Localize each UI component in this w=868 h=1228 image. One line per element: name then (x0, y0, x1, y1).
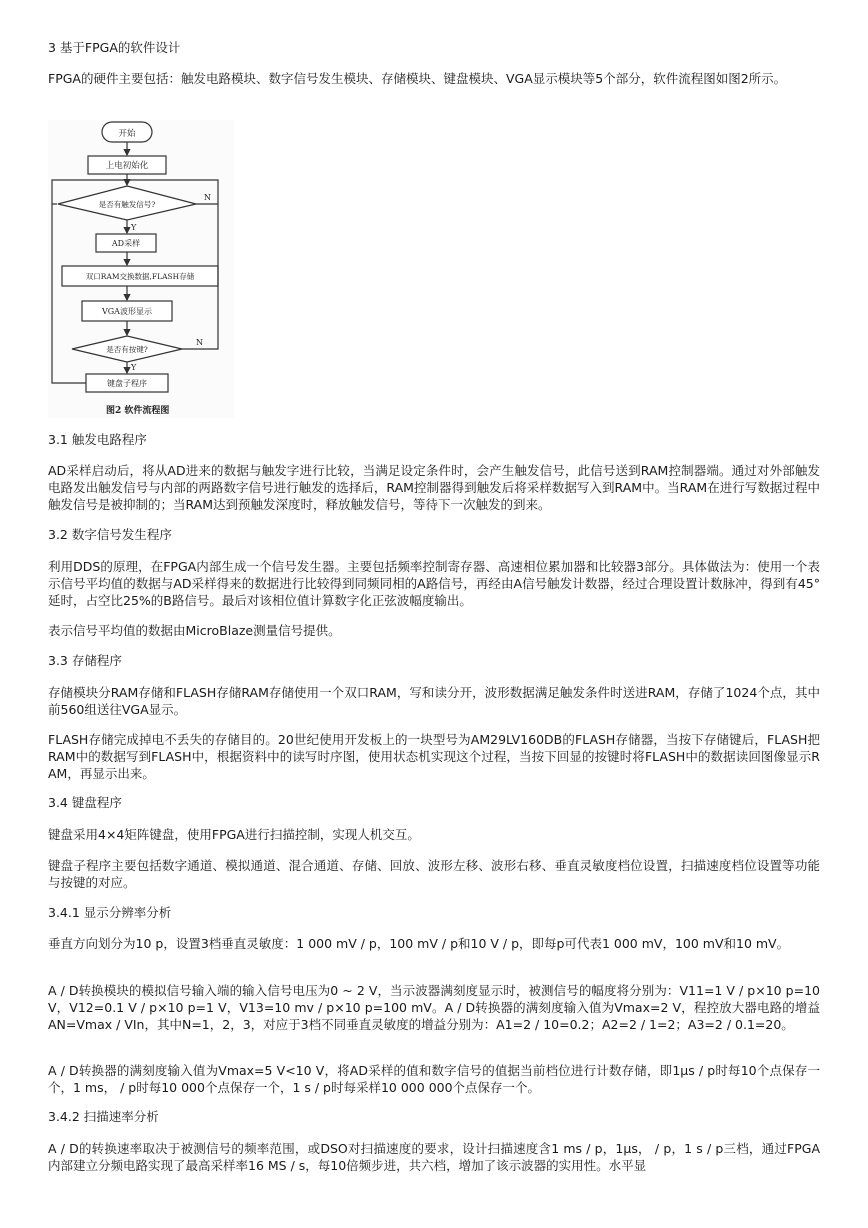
paragraph-3-4-2-a: A / D的转换速率取决于被测信号的频率范围，或DSO对扫描速度的要求，设计扫描速度含1 ms / p，1μs， / p，1 s / p三档，通过FPGA内部建立分频电路实现了最高采样率16 MS / s，每10倍频步进，共六档，增加了该示波器的实用性。水平显 (48, 1141, 820, 1173)
flow-init-label: 上电初始化 (105, 161, 149, 171)
section-heading-3-4-2: 3.4.2 扫描速率分析 (48, 1109, 159, 1124)
section-heading-3-2: 3.2 数字信号发生程序 (48, 527, 172, 542)
flow-key-decision-label: 是否有按键? (106, 345, 148, 354)
software-flowchart-figure (48, 120, 234, 418)
paragraph-3-4-a: 键盘采用4×4矩阵键盘，使用FPGA进行扫描控制，实现人机交互。 (48, 827, 420, 842)
flow-vga-label: VGA波形显示 (102, 307, 152, 316)
flow-trigger-label: 是否有触发信号? (98, 200, 156, 209)
flowchart-svg (48, 120, 234, 418)
paragraph-3-2-b: 表示信号平均值的数据由MicroBlaze测量信号提供。 (48, 623, 341, 638)
figure-caption: 图2 软件流程图 (106, 406, 170, 416)
flow-y-label-1: Y (131, 223, 137, 232)
section-heading-3-1: 3.1 触发电路程序 (48, 432, 147, 447)
paragraph-3-4-1-c: A / D转换器的满刻度输入值为Vmax=5 V<10 V，将AD采样的值和数字信号的值据当前档位进行计数存储，即1μs / p时每10个点保存一个，1 ms， / p时每10 000个点保存一个，1 s / p时每采样10 000 000个点保存一个。 (48, 1063, 820, 1095)
flow-keyboard-label: 键盘子程序 (107, 379, 147, 388)
paragraph-3-1-a: AD采样启动后，将从AD进来的数据与触发字进行比较，当满足设定条件时，会产生触发信号，此信号送到RAM控制器端。通过对外部触发电路发出触发信号与内部的两路数字信号进行触发的选择后，RAM控制器得到触发后将采样数据写入到RAM中。当RAM在进行写数据过程中触发信号是被抑制的；当RAM达到预触发深度时，释放触发信号，等待下一次触发的到来。 (48, 463, 820, 512)
paragraph-3-4-b: 键盘子程序主要包括数字通道、模拟通道、混合通道、存储、回放、波形左移、波形右移、垂直灵敏度档位设置，扫描速度档位设置等功能与按键的对应。 (48, 858, 820, 890)
paragraph-3-3-b: FLASH存储完成掉电不丢失的存储目的。20世纪使用开发板上的一块型号为AM29LV160DB的FLASH存储器，当按下存储键后，FLASH把RAM中的数据写到FLASH中，根据资料中的读写时序图，使用状态机实现这个过程，当按下回显的按键时将FLASH中的数据读回图像显示RAM，再显示出来。 (48, 732, 820, 781)
section-heading-3-4: 3.4 键盘程序 (48, 795, 122, 810)
section-heading-3: 3 基于FPGA的软件设计 (48, 40, 181, 55)
flow-start-label: 开始 (118, 129, 136, 139)
paragraph-3-2-a: 利用DDS的原理，在FPGA内部生成一个信号发生器。主要包括频率控制寄存器、高速相位累加器和比较器3部分。具体做法为：使用一个表示信号平均值的数据与AD采样得来的数据进行比较得到同频同相的A路信号，再经由A信号触发计数器，经过合理设置计数脉冲，得到有45°延时，占空比25%的B路信号。最后对该相位值计算数字化正弦波幅度输出。 (48, 559, 820, 608)
paragraph-3-3-a: 存储模块分RAM存储和FLASH存储RAM存储使用一个双口RAM，写和读分开，波形数据满足触发条件时送进RAM，存储了1024个点，其中前560组送往VGA显示。 (48, 685, 820, 717)
flow-n-label-2: N (196, 338, 203, 347)
flow-n-label-1: N (204, 193, 211, 202)
section-heading-3-3: 3.3 存储程序 (48, 653, 122, 668)
paragraph-3-4-1-a: 垂直方向划分为10 p，设置3档垂直灵敏度：1 000 mV / p，100 mV / p和10 V / p，即每p可代表1 000 mV，100 mV和10 mV。 (48, 936, 790, 951)
flow-dual-ram-label: 双口RAM交换数据,FLASH存储 (85, 272, 195, 281)
flow-y-label-2: Y (131, 363, 137, 372)
section-heading-3-4-1: 3.4.1 显示分辨率分析 (48, 905, 172, 920)
flow-ad-sample-label: AD采样 (111, 239, 141, 248)
paragraph-intro: FPGA的硬件主要包括：触发电路模块、数字信号发生模块、存储模块、键盘模块、VGA显示模块等5个部分，软件流程图如图2所示。 (48, 71, 787, 86)
paragraph-3-4-1-b: A / D转换模块的模拟信号输入端的输入信号电压为0 ~ 2 V，当示波器满刻度显示时，被测信号的幅度将分别为：V11=1 V / p×10 p=10 V，V12=0.1 V / p×10 p=1 V，V13=10 mv / p×10 p=100 mV。A / D转换器的满刻度输入值为Vmax=2 V，程控放大器电路的增益AN=Vmax / VIn，其中N=1，2，3，对应于3档不同垂直灵敏度的增益分别为：A1=2 / 10=0.2；A2=2 / 1=2；A3=2 / 0.1=20。 (48, 983, 820, 1032)
